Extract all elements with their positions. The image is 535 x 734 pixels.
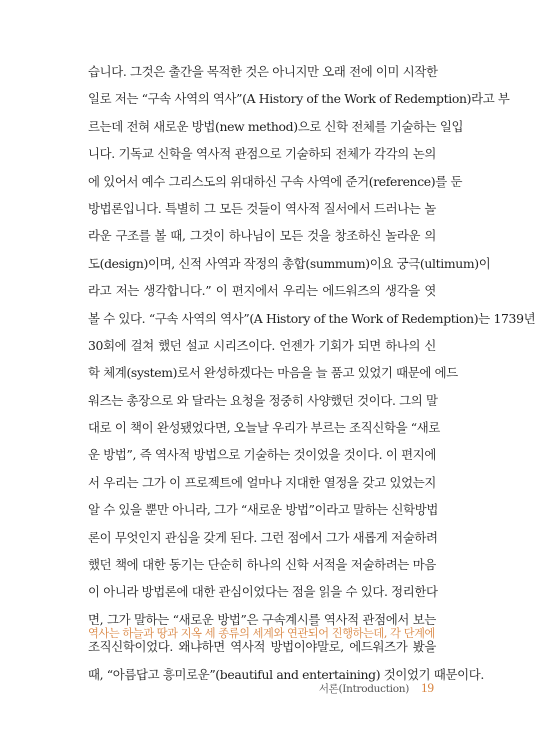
body-line: 워즈는 총장으로 와 달라는 요청을 정중히 사양했던 것이다. 그의 말 bbox=[88, 392, 438, 408]
body-line: 에 있어서 예수 그리스도의 위대하신 구속 사역에 준거(reference)를 둔 bbox=[88, 173, 463, 189]
page-footer bbox=[319, 680, 434, 696]
body-line: 라고 저는 생각합니다.” 이 편지에서 우리는 에드워즈의 생각을 엿 bbox=[88, 283, 436, 299]
body-line: 대로 이 책이 완성됐었다면, 오늘날 우리가 부르는 조직신학을 “새로 bbox=[88, 420, 441, 436]
body-line: 방법론입니다. 특별히 그 모든 것들이 역사적 질서에서 드러나는 놀 bbox=[88, 200, 436, 216]
body-line: 니다. 기독교 신학을 역사적 관점으로 기술하되 전체가 각각의 논의 bbox=[88, 146, 436, 162]
body-line: 때, “아름답고 흥미로운”(beautiful and entertaining) 것이었기 때문이다. bbox=[88, 666, 484, 682]
body-line: 라운 구조를 볼 때, 그것이 하나님이 모든 것을 창조하신 놀라운 의 bbox=[88, 228, 436, 244]
body-line: 볼 수 있다. “구속 사역의 역사”(A History of the Work of Redemption)는 1739년 bbox=[88, 310, 535, 326]
body-line: 했던 책에 대한 동기는 단순히 하나의 신학 서적을 저술하려는 마음 bbox=[88, 557, 436, 573]
body-line: 면, 그가 말하는 “새로운 방법”은 구속계시를 역사적 관점에서 보는 bbox=[88, 611, 436, 627]
body-line: 알 수 있을 뿐만 아니라, 그가 “새로운 방법”이라고 말하는 신학방법 bbox=[88, 502, 438, 518]
body-text bbox=[88, 58, 535, 688]
body-line: 이 아니라 방법론에 대한 관심이었다는 점을 읽을 수 있다. 정리한다 bbox=[88, 584, 438, 600]
body-line: 습니다. 그것은 출간을 목적한 것은 아니지만 오래 전에 이미 시작한 bbox=[88, 64, 438, 79]
body-line: 30회에 걸쳐 했던 설교 시리즈이다. 언젠가 기회가 되면 하나의 신 bbox=[88, 337, 436, 353]
body-line: 론이 무엇인지 관심을 갖게 된다. 그런 점에서 그가 새롭게 저술하려 bbox=[88, 529, 438, 545]
body-line: 조직신학이었다. 왜냐하면 역사적 방법이야말로, 에드워즈가 봤을 bbox=[88, 639, 436, 655]
body-line: 학 체계(system)로서 완성하겠다는 마음을 늘 품고 있었기 때문에 에드 bbox=[88, 365, 458, 381]
body-line: 운 방법”, 즉 역사적 방법으로 기술하는 것이었을 것이다. 이 편지에 bbox=[88, 447, 436, 463]
section-title: 서론(Introduction) bbox=[318, 683, 409, 695]
body-line: 서 우리는 그가 이 프로젝트에 얼마나 지대한 열정을 갖고 있었는지 bbox=[88, 474, 436, 490]
body-line: 일로 저는 “구속 사역의 역사”(A History of the Work of Redemption)라고 부 bbox=[88, 91, 510, 107]
pull-quote: 역사는 하늘과 땅과 지옥 세 종류의 세계와 연관되어 진행하는데, 각 단계에 bbox=[88, 627, 435, 640]
body-line: 도(design)이며, 신적 사역과 작정의 총합(summum)이요 궁극(ultimum)이 bbox=[88, 255, 491, 271]
page-number: 19 bbox=[421, 680, 434, 695]
body-line: 르는데 전혀 새로운 방법(new method)으로 신학 전체를 기술하는 일입 bbox=[88, 118, 464, 134]
